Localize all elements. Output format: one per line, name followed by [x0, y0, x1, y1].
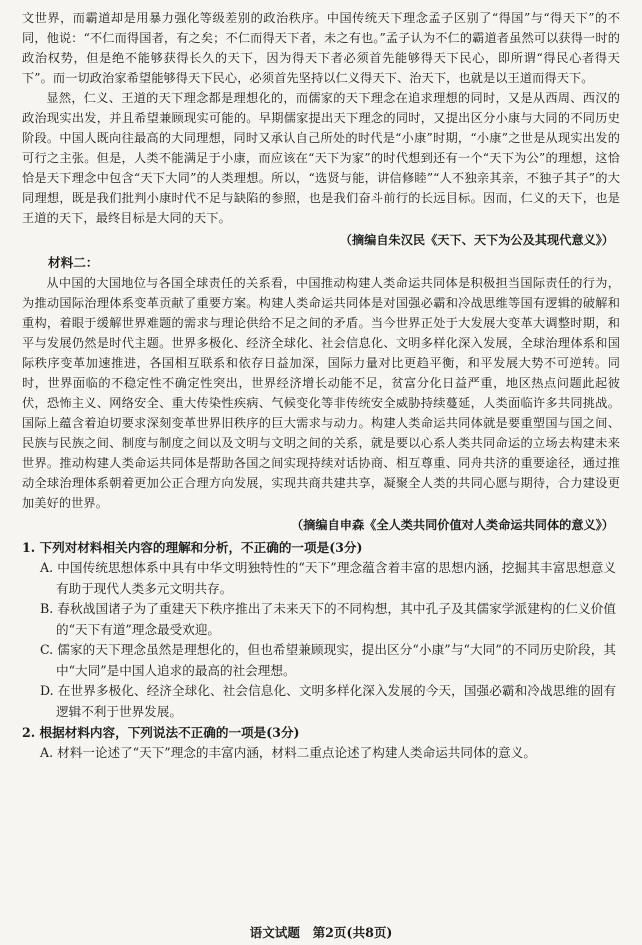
question-2-option-a: A. 材料一论述了“天下”理念的丰富内涵，材料二重点论述了构建人类命运共同体的意义。	[40, 745, 536, 760]
question-2-stem: 2. 根据材料内容，下列说法不正确的一项是(3分)	[22, 725, 300, 740]
material2-source: （摘编自申森《全人类共同价值对人类命运共同体的意义》）	[291, 518, 614, 532]
material2-paragraph-1: 从中国的大国地位与各国全球责任的关系看，中国推动构建人类命运共同体是积极担当国际责任的行为，为推动国际治理体系变革贡献了重要方案。构建人类命运共同体是对国强必霸和冷战思维等国有逻辑的破解和重构，着眼于缓解世界难题的需求与理论供给不足之间的矛盾。当今世界正处于大发展大变革大调整时期，和平与发展仍然是时代主题。世界多极化、经济全球化、社会信息化、文明多样化深入发展，全球治理体系和国际秩序变革加速推进，各国相互联系和依存日益加深，国际力量对比更趋平衡，和平发展大势不可逆转。同时，世界面临的不稳定性不确定性突出，世界经济增长动能不足，贫富分化日益严重，地区热点问题此起彼伏，恐怖主义、网络安全、重大传染性疾病、气候变化等非传统安全威胁持续蔓延，人类面临许多共同挑战。国际上蕴含着迫切要求深刻变革世界旧秩序的巨大需求与动力。构建人类命运共同体就是要重塑国与国之间、民族与民族之间、制度与制度之间以及文明与文明之间的关系，就是要以心系人类共同命运的立场去构建未来世界。推动构建人类命运共同体是帮助各国之间实现持续对话协商、相互尊重、同舟共济的重要途径，通过推动全球治理体系朝着更加公正合理方向发展，实现共商共建共享，凝聚全人类的共同心愿与期待，合力建设更加美好的世界。	[22, 276, 620, 510]
question-1-stem: 1. 下列对材料相关内容的理解和分析，不正确的一项是(3分)	[22, 540, 363, 555]
material1-paragraph-2: 显然，仁义、王道的天下理念都是理想化的，而儒家的天下理念在追求理想的同时，又是从西周、西汉的政治现实出发，并且希望兼顾现实可能的。早期儒家提出天下理念的同时，又提出区分小康与大同的不同历史阶段。中国人既向往最高的大同理想，同时又承认自己所处的时代是“小康”时期，“小康”之世是从现实出发的可行之主张。但是，人类不能满足于小康，而应该在“天下为家”的时代想到还有一个“天下为公”的理想，这恰恰是天下理念中包含“天下大同”的人类理想。所以，“选贤与能，讲信修睦”“人不独亲其亲，不独子其子”的大同理想，既是我们批判小康时代不足与缺陷的参照，也是我们奋斗前行的长远目标。因而，仁义的天下，也是王道的天下，最终目标是大同的天下。	[22, 91, 620, 225]
question-1-option-a: A. 中国传统思想体系中具有中华文明独特性的“天下”理念蕴含着丰富的思想内涵，挖掘其丰富思想意义有助于现代人类多元文明共存。	[40, 560, 616, 596]
material2-heading: 材料二：	[48, 255, 99, 270]
material1-paragraph-1: 文世界，而霸道却是用暴力强化等级差别的政治秩序。中国传统天下理念孟子区别了“得国”与“得天下”的不同，他说：“不仁而得国者，有之矣；不仁而得天下者，未之有也。”孟子认为不仁的霸道者虽然可以获得一时的政治权势，但是绝不能够获得长久的天下，因为得天下者必须首先能够得天下民心，即所谓“得民心者得天下”。而一切政治家希望能够得天下民心，必须首先坚持以仁义得天下、治天下，也就是以王道而得天下。	[22, 11, 620, 85]
question-1-option-c: C. 儒家的天下理念虽然是理想化的，但也希望兼顾现实，提出区分“小康”与“大同”的不同历史阶段，其中“大同”是中国人追求的最高的社会理想。	[40, 642, 616, 678]
question-1-option-d: D. 在世界多极化、经济全球化、社会信息化、文明多样化深入发展的今天，国强必霸和冷战思维的固有逻辑不利于世界发展。	[40, 683, 616, 719]
question-1-option-b: B. 春秋战国诸子为了重建天下秩序推出了未来天下的不同构想，其中孔子及其儒家学派建构的仁义价值的“天下有道”理念最受欢迎。	[40, 601, 616, 637]
page-footer: 语文试题 第2页(共8页)	[249, 925, 393, 940]
material1-source: （摘编自朱汉民《天下、天下为公及其现代意义》）	[339, 233, 614, 247]
